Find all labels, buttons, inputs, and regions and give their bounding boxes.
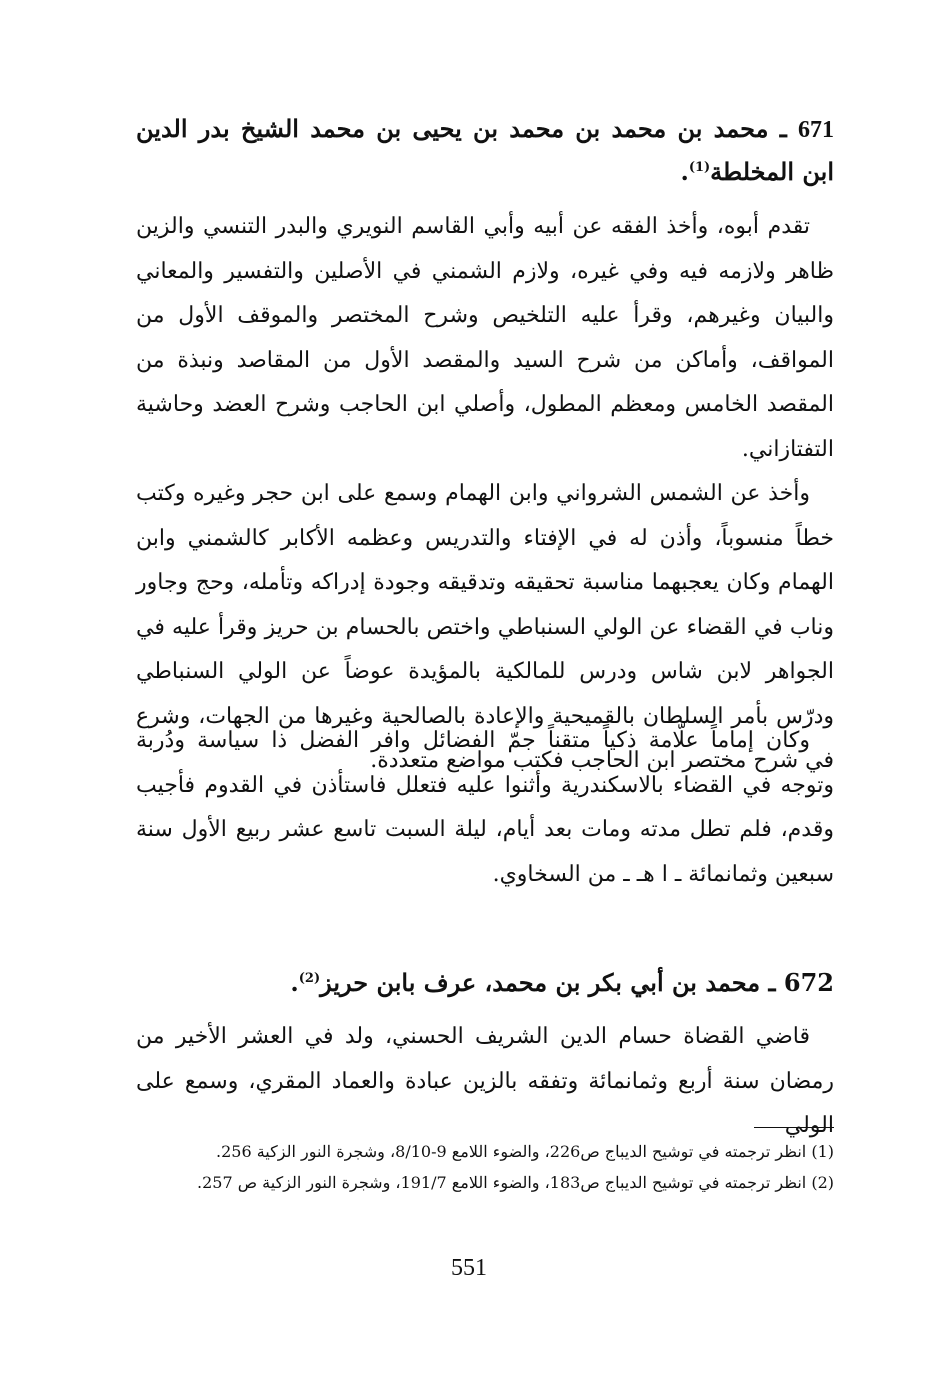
- heading-period: .: [290, 968, 299, 997]
- footnote-divider: [754, 1127, 834, 1128]
- paragraph-text: تقدم أبوه، وأخذ الفقه عن أبيه وأبي القاسم النويري والبدر التنسي والزين ظاهر ولازمه فيه وفي غيره، ولازم الشمني في الأصلين والتفسير والمعاني والبيان وغيرهم، وقرأ عليه التلخيص وشرح المختصر والموقف الأول من المواقف، وأماكن من شرح السيد والمقصد الأول من المقاصد ونبذة من المقصد الخامس ومعظم المطول، وأصلي ابن الحاجب وشرح العضد وحاشية التفتازاني.: [136, 214, 834, 462]
- entry-671-title: محمد بن محمد بن محمد بن يحيى بن محمد الشيخ بدر الدين ابن المخلطة: [136, 114, 834, 186]
- entry-672-title: محمد بن أبي بكر بن محمد، عرف بابن حريز: [320, 968, 761, 997]
- footnotes: [136, 1136, 834, 1198]
- footnote-ref-1: (1): [688, 160, 711, 175]
- paragraph-text: وكان إماماً علّامة ذكياً متقناً جمّ الفضائل وافر الفضل ذا سياسة ودُربة وتوجه في القضاء بالاسكندرية وأثنوا عليه فتعلل فاستأذن في القدوم فأجيب وقدم، فلم تطل مدته ومات بعد أيام، ليلة السبت تاسع عشر ربيع الأول سنة سبعين وثمانمائة ـ ا هـ ـ من السخاوي.: [136, 728, 834, 887]
- footnote-ref-2: (2): [298, 971, 321, 986]
- paragraph: [136, 719, 834, 897]
- paragraph: [136, 1015, 834, 1149]
- page-number: 551: [451, 1255, 487, 1281]
- entry-672-heading: [136, 963, 834, 1003]
- entry-671-heading: [136, 108, 834, 193]
- footnote-1: (1) انظر ترجمته في توشيح الديباج ص226، والضوء اللامع 9-8/10، وشجرة النور الزكية 256.: [216, 1142, 834, 1161]
- paragraph-text: وأخذ عن الشمس الشرواني وابن الهمام وسمع على ابن حجر وغيره وكتب خطاً منسوباً، وأذن له في الإفتاء والتدريس وعظمه الأكابر كالشمني وابن الهمام وكان يعجبهما مناسبة تحقيقه وتدقيقه وجودة إدراكه وتأمله، وحج وجاور وناب في القضاء عن الولي السنباطي واختص بالحسام بن حريز وقرأ عليه في الجواهر لابن شاس ودرس للمالكية بالمؤيدة عوضاً عن الولي السنباطي ودرّس بأمر السلطان بالقميحية والإعادة بالصالحية وغيرها من الجهات، وشرع في شرح مختصر ابن الحاجب فكتب مواضع متعددة.: [136, 481, 834, 773]
- paragraph: [136, 205, 834, 472]
- entry-separator: ـ: [768, 114, 787, 143]
- footnote-2: (2) انظر ترجمته في توشيح الديباج ص183، والضوء اللامع 191/7، وشجرة النور الزكية ص 257.: [197, 1173, 834, 1192]
- entry-672-number: 672: [783, 968, 834, 997]
- entry-671-number: 671: [798, 117, 834, 143]
- paragraph-text: قاضي القضاة حسام الدين الشريف الحسني، ولد في العشر الأخير من رمضان سنة أربع وثمانمائة وتفقه بالزين عبادة والعماد المقري، وسمع على الولي: [136, 1024, 834, 1138]
- heading-period: .: [680, 157, 689, 186]
- entry-separator: ـ: [760, 968, 776, 997]
